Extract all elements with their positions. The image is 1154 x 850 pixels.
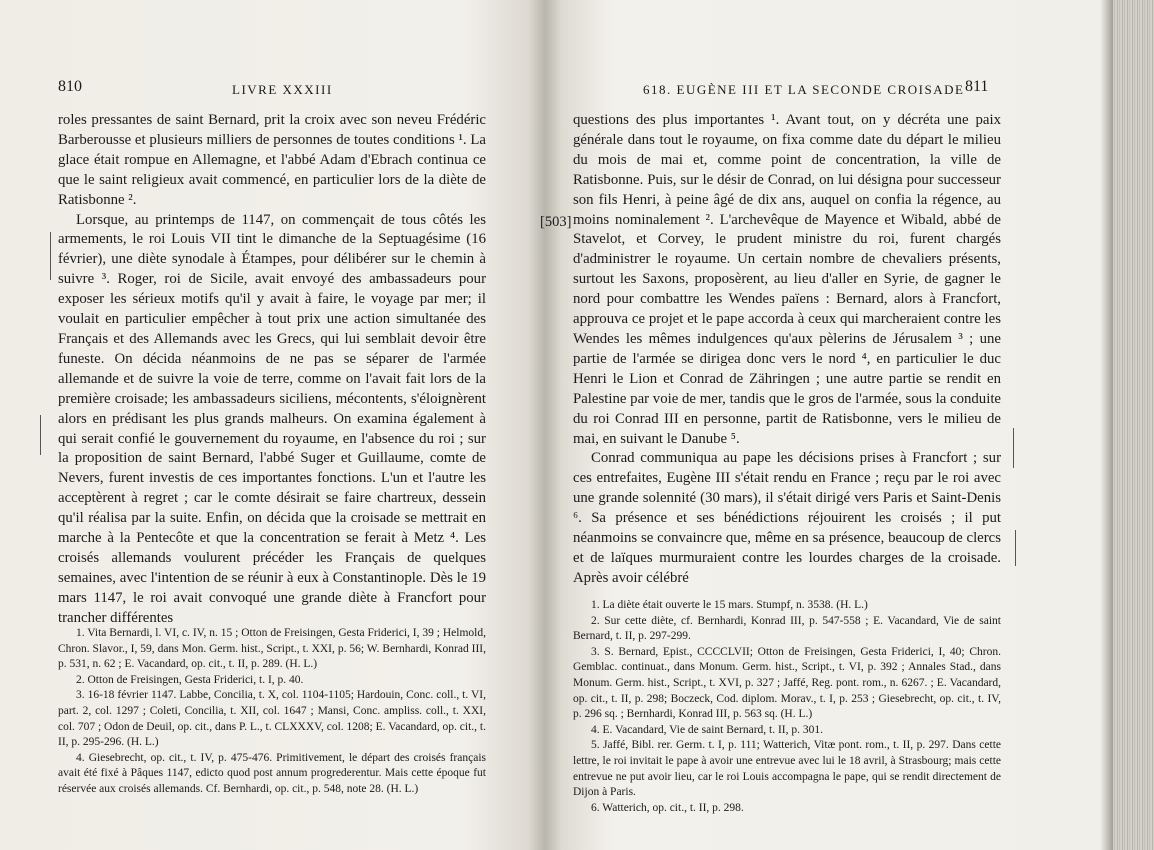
left-page xyxy=(0,0,545,850)
left-footnotes xyxy=(58,626,486,798)
right-body-text xyxy=(573,111,1001,589)
right-page xyxy=(540,0,1113,850)
footnote: 2. Sur cette diète, cf. Bernhardi, Konrad III, p. 547-558 ; E. Vacandard, Vie de saint Bernard, t. II, p. 297-299. xyxy=(573,614,1001,643)
pencil-margin-mark xyxy=(1013,428,1014,468)
left-paragraph-2: Lorsque, au printemps de 1147, on commençait de tous côtés les armements, le roi Louis VII tint le dimanche de la Septuagésime (16 février), une diète synodale à Étampes, pour délibérer sur le chemin à suivre ³. Roger, roi de Sicile, avait envoyé des ambassadeurs pour exposer les sérieux motifs qu'il y avait à faire, le voyage par mer; il voulait en particulier empêcher à tout prix une action simultanée des Français et des Allemands avec les Grecs, qui lui semblait devoir être funeste. On décida néanmoins de ne pas se séparer de l'armée allemande et de suivre la voie de terre, comme on l'avait fait lors de la première croisade; les ambassadeurs siciliens, mécontents, s'éloignèrent alors en prédisant les plus grands malheurs. On examina également à qui serait confié le gouvernement du royaume, en l'absence du roi ; sur la proposition de saint Bernard, l'abbé Suger et Guillaume, comte de Nevers, furent investis de ces importantes fonctions. L'un et l'autre les acceptèrent à regret ; car le comte désirait se faire chartreux, dessein qu'il réalisa par la suite. Enfin, on décida que la croisade se mettrait en marche à la Pentecôte et que la concentration se ferait à Metz ⁴. Les croisés allemands voulurent précéder les Français de quelques semaines, avec l'intention de se réunir à eux à Constantinople. Dès le 19 mars 1147, le roi avait convoqué une grande diète à Francfort pour trancher différentes xyxy=(58,211,486,626)
footnote: 4. Giesebrecht, op. cit., t. IV, p. 475-476. Primitivement, le départ des croisés français avait été fixé à Pâques 1147, edicto quod post annum progrederentur. Mais cette époque fut réservée aux croisés allemands. Cf. Bernhardi, op. cit., p. 548, note 28. (H. L.) xyxy=(58,751,486,795)
left-body-text xyxy=(58,111,486,629)
right-footnotes xyxy=(573,598,1001,816)
footnote: 6. Watterich, op. cit., t. II, p. 298. xyxy=(591,801,744,814)
footnote: 3. 16-18 février 1147. Labbe, Concilia, t. X, col. 1104-1105; Hardouin, Conc. coll., t. VI, part. 2, col. 1297 ; Coleti, Concilia, t. XII, col. 1647 ; Mansi, Conc. ampliss. coll., t. XXI, col. 707 ; Odon de Deuil, op. cit., dans P. L., t. CLXXXV, col. 1208; E. Vacandard, op. cit., t. II, p. 295-296. (H. L.) xyxy=(58,689,486,749)
right-paragraph-2: Conrad communiqua au pape les décisions prises à Francfort ; sur ces entrefaites, Eugène III s'était rendu en France ; reçu par le roi avec une grande solennité (30 mars), il s'était dirigé vers Paris et Saint-Denis ⁶. Sa présence et ses bénédictions réjouirent les croisés ; il put néanmoins se convaincre que, même en sa présence, beaucoup de clercs et de laïques murmuraient contre les lourdes charges de la croisade. Après avoir célébré xyxy=(573,450,1001,586)
pencil-margin-mark xyxy=(50,232,51,280)
footnote: 5. Jaffé, Bibl. rer. Germ. t. I, p. 111; Watterich, Vitæ pont. rom., t. II, p. 297. Dans cette lettre, le roi invitait le pape à avoir une entrevue avec lui le 18 avril, à Strasbourg; mais cette entrevue ne put avoir lieu, car le roi Louis accompagna le pape, qui se rendit directement de Dijon à Paris. xyxy=(573,739,1001,799)
margin-reference: [503] xyxy=(540,214,572,230)
right-paragraph-1: questions des plus importantes ¹. Avant tout, on y décréta une paix générale dans tout le royaume, on fixa comme date du départ le milieu du mois de mai et, comme point de concentration, la ville de Ratisbonne. Puis, sur le désir de Conrad, on lui désigna pour successeur son fils Henri, à peine âgé de dix ans, auquel on confia la régence, au moins nominalement ². L'archevêque de Mayence et Wibald, abbé de Stavelot, et Corvey, le prudent ministre du roi, furent chargés d'administrer le royaume. Un certain nombre de chevaliers présents, surtout les Saxons, proposèrent, au lieu d'aller en Syrie, de gagner le nord pour combattre les Wendes païens : Bernard, alors à Francfort, approuva ce projet et le pape accorda à ceux qui marcheraient contre les Wendes les mêmes indulgences qu'aux pèlerins de Jérusalem ³ ; une partie de l'armée se dirigea donc vers le nord ⁴, en particulier le duc Henri le Lion et Conrad de Zähringen ; une autre partie se rendit en Palestine par voie de mer, tandis que le gros de l'armée, sous la conduite du roi Conrad III en personne, partit de Ratisbonne, vers le milieu de mai, en suivant le Danube ⁵. xyxy=(573,112,1001,447)
footnote: 4. E. Vacandard, Vie de saint Bernard, t. II, p. 301. xyxy=(591,723,824,736)
page-gutter-shadow xyxy=(1100,0,1114,850)
footnote: 2. Otton de Freisingen, Gesta Friderici, t. I, p. 40. xyxy=(76,673,304,686)
left-running-head: LIVRE XXXIII xyxy=(232,82,333,97)
pencil-margin-mark xyxy=(1015,530,1016,566)
footnote: 3. S. Bernard, Epist., CCCCLVII; Otton de Freisingen, Gesta Friderici, I, 40; Chron. Gemblac. continuat., dans Monum. Germ. hist., Script., t. VI, p. 392 ; Annales Stad., dans Monum. Germ. hist., Script., t. XVI, p. 327 ; Jaffé, Reg. pont. rom., n. 6267. ; E. Vacandard, op. cit., t. II, p. 298; Boczeck, Cod. diplom. Morav., t. I, p. 253 ; Giesebrecht, op. cit., t. IV, p. 296 sq. ; Bernhardi, Konrad III, p. 563 sq. (H. L.) xyxy=(573,645,1001,721)
left-paragraph-1: roles pressantes de saint Bernard, prit la croix avec son neveu Frédéric Barberousse et plusieurs milliers de personnes de toutes conditions ¹. La glace était rompue en Allemagne, et l'abbé Adam d'Ebrach continua ce que le saint religieux avait commencé, en particulier lors de la diète de Ratisbonne ². xyxy=(58,112,486,208)
right-running-head: 618. EUGÈNE III ET LA SECONDE CROISADE xyxy=(643,82,965,97)
left-page-number: 810 xyxy=(58,78,82,95)
footnote: 1. La diète était ouverte le 15 mars. Stumpf, n. 3538. (H. L.) xyxy=(591,599,868,611)
footnote: 1. Vita Bernardi, l. VI, c. IV, n. 15 ; Otton de Freisingen, Gesta Friderici, I, 39 ; Helmold, Chron. Slavor., I, 59, dans Mon. Germ. hist., Script., t. XXI, p. 56; W. Bernhardi, Konrad III, p. 531, n. 62 ; E. Vacandard, op. cit., t. II, p. 289. (H. L.) xyxy=(58,627,486,671)
right-page-number: 811 xyxy=(965,78,989,95)
page-stack-edge xyxy=(1113,0,1154,850)
pencil-margin-mark xyxy=(40,415,41,455)
